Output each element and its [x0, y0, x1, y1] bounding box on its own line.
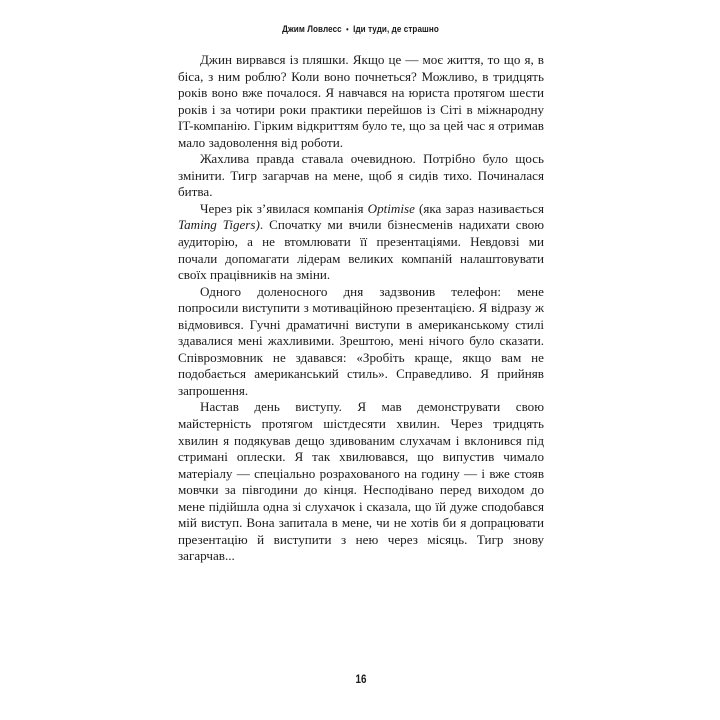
paragraph-4 [178, 284, 544, 400]
company-name-optimise: Optimise [367, 200, 415, 216]
paragraph-3 [178, 201, 544, 284]
paragraph-2-run-1: Жахлива правда ставала очевидною. Потрібно було щось змінити. Тигр загарчав на мене, щоб я сидів тихо. Починалася битва. [178, 151, 544, 200]
paragraph-1 [178, 52, 544, 151]
running-head [200, 24, 521, 34]
running-head-author: Джим Ловлесс [282, 24, 342, 34]
running-head-title: Іди туди, де страшно [353, 24, 439, 34]
paragraph-4-run-1: Одного доленосного дня задзвонив телефон: мене попросили виступити з мотиваційною презентацією. Я відразу ж відмовився. Гучні драматичні виступи в американському стилі здавалися мені жахливими. Зрештою, мені нічого було сказати. Співрозмовник не здавався: «Зробіть краще, якщо вам не подобається американський стиль». Справедливо. Я прийняв запрошення. [178, 283, 544, 398]
running-head-separator: • [346, 24, 349, 34]
paragraph-3-run-1: Через рік з’явилася компанія [200, 200, 368, 216]
company-name-taming-tigers: Taming Tigers) [178, 217, 260, 233]
page-number: 16 [355, 674, 367, 686]
paragraph-5 [178, 399, 544, 564]
paragraph-3-run-3: (яка зараз називається [414, 200, 544, 216]
body-text-block [178, 52, 544, 565]
paragraph-3-run-5: . Спочатку ми вчили бізнесменів надихати свою аудиторію, а не втомлювати її презентаціями. Невдовзі ми почали допомагати лідерам великих компаній налаштовувати своїх працівників на зміни. [178, 217, 545, 283]
paragraph-2 [178, 151, 544, 201]
paragraph-1-run-1: Джин вирвався із пляшки. Якщо це — моє життя, то що я, в біса, з ним роблю? Коли воно почнеться? Можливо, в тридцять років воно вже почалося. Я навчався на юриста протягом шести років і за чотири роки практики перейшов із Сіті в міжнародну IT-компанію. Гірким відкриттям було те, що за цей час я отримав мало задоволення від роботи. [178, 52, 544, 150]
paragraph-5-run-1: Настав день виступу. Я мав демонструвати свою майстерність протягом шістдесяти хвилин. Через тридцять хвилин я подякував дещо здивованим слухачам і вклонився під стримані оплески. Я так хвилювався, що випустив чимало матеріалу — спеціально розрахованого на годину — і вже стояв мовчки за півгодини до кінця. Несподівано перед виходом до мене підійшла одна зі слухачок і сказала, що їй дуже сподобався мій виступ. Вона запитала в мене, чи не хотів би я допрацювати презентацію й виступити з нею через місяць. Тигр знову загарчав... [178, 399, 544, 564]
